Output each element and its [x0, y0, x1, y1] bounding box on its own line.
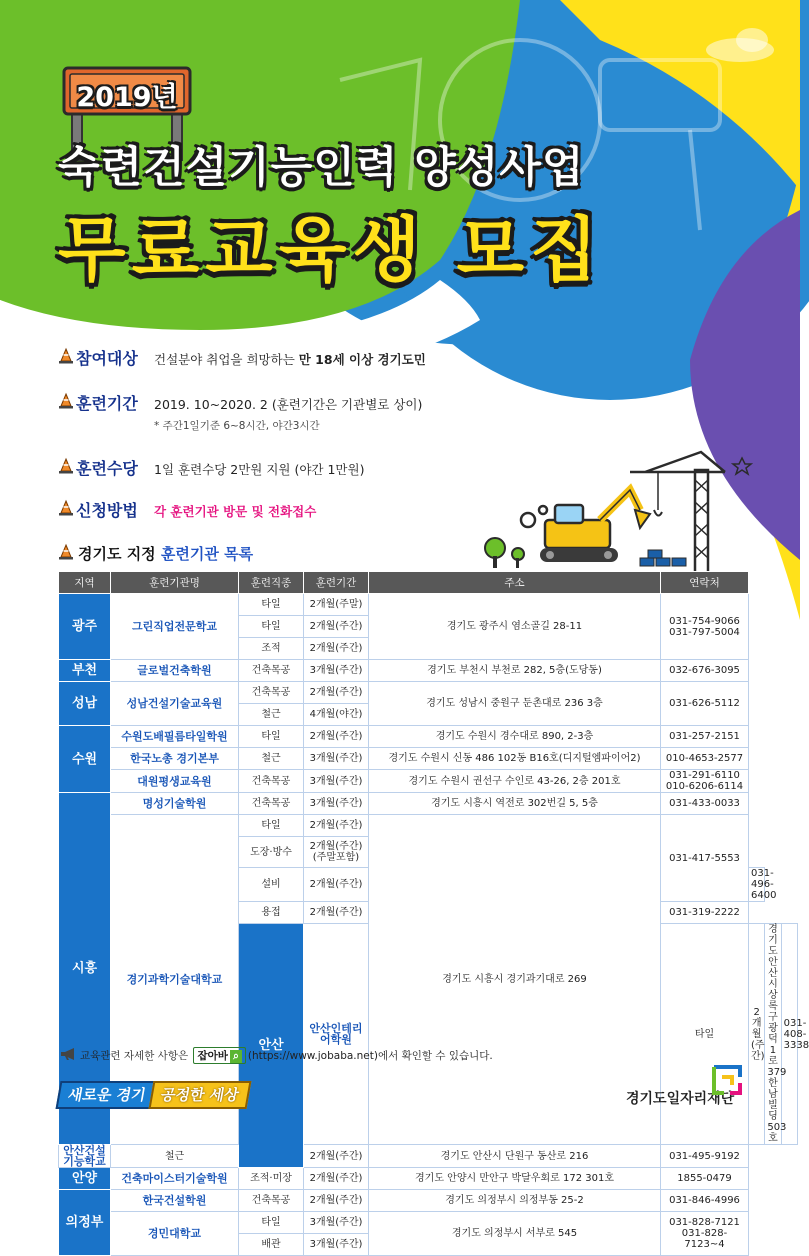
institution-cell: 글로벌건축학원	[111, 660, 239, 682]
job-cell: 타일	[239, 616, 304, 638]
info-label-target: 참여대상	[76, 349, 138, 368]
institution-cell: 경기과학기술대학교	[111, 815, 239, 1145]
period-cell: 2개월(주간)	[749, 924, 765, 1145]
institution-cell: 명성기술학원	[111, 793, 239, 815]
job-cell: 철근	[239, 748, 304, 770]
info-value-target: 건설분야 취업을 희망하는 만 18세 이상 경기도민	[154, 352, 426, 367]
traffic-cone-icon	[58, 500, 74, 516]
institution-cell: 안산인테리어학원	[304, 924, 369, 1145]
contact-cell: 031-495-9192	[661, 1145, 749, 1168]
address-cell: 경기도 의정부시 의정부동 25-2	[369, 1190, 661, 1212]
region-cell: 안양	[59, 1168, 111, 1190]
title-line2: 무료교육생 모집	[58, 209, 604, 291]
contact-cell: 031-828-7121 031-828-7123~4	[661, 1212, 749, 1256]
traffic-cone-icon	[58, 393, 74, 409]
address-cell: 경기도 안양시 만안구 박달우회로 172 301호	[369, 1168, 661, 1190]
period-cell: 2개월(주간)	[304, 1168, 369, 1190]
contact-cell: 031-257-2151	[661, 726, 749, 748]
traffic-cone-icon	[58, 544, 74, 560]
region-cell: 성남	[59, 682, 111, 726]
contact-cell: 031-846-4996	[661, 1190, 749, 1212]
job-cell: 건축목공	[239, 660, 304, 682]
slogan-left: 새로운 경기	[56, 1081, 159, 1109]
table-row	[59, 1190, 798, 1212]
address-cell: 경기도 수원시 경수대로 890, 2-3층	[369, 726, 661, 748]
header-region: 지역	[59, 572, 111, 594]
job-cell: 건축목공	[239, 770, 304, 793]
traffic-cone-icon	[58, 348, 74, 364]
slogan-right: 공정한 세상	[149, 1081, 252, 1109]
job-cell: 타일	[661, 924, 749, 1145]
header-institution: 훈련기관명	[111, 572, 239, 594]
construction-illustration	[480, 450, 770, 580]
info-note-period: * 주간1일기준 6~8시간, 야간3시간	[154, 420, 320, 432]
address-cell: 경기도 시흥시 역전로 302번길 5, 5층	[369, 793, 661, 815]
institution-cell: 경민대학교	[111, 1212, 239, 1256]
institution-cell: 대원평생교육원	[111, 770, 239, 793]
table-row	[59, 726, 798, 748]
table-row	[59, 815, 798, 837]
header-address: 주소	[369, 572, 661, 594]
institution-cell: 건축마이스터기술학원	[111, 1168, 239, 1190]
address-cell: 경기도 수원시 권선구 수인로 43-26, 2층 201호	[369, 770, 661, 793]
institution-cell: 성남건설기술교육원	[111, 682, 239, 726]
contact-cell: 031-417-5553	[661, 815, 749, 902]
region-cell: 시흥	[59, 793, 111, 1145]
info-label-apply: 신청방법	[76, 501, 138, 520]
year-badge: 2019년	[76, 81, 178, 113]
period-cell: 3개월(주간)	[304, 748, 369, 770]
institution-cell: 한국노총 경기본부	[111, 748, 239, 770]
star-icon	[733, 458, 751, 474]
search-icon: ⌕	[230, 1050, 242, 1063]
gear-icon	[521, 506, 547, 527]
brick-pile-icon	[640, 550, 686, 566]
list-title: 경기도 지정 훈련기관 목록	[78, 545, 254, 563]
foundation-logo-text: 경기도일자리재단	[626, 1091, 735, 1107]
institution-cell: 한국건설학원	[111, 1190, 239, 1212]
job-cell: 철근	[239, 704, 304, 726]
table-row	[59, 770, 798, 793]
institution-table	[58, 571, 809, 1256]
title-line1: 숙련건설기능인력 양성사업	[58, 143, 585, 193]
contact-cell: 032-676-3095	[661, 660, 749, 682]
excavator-icon	[540, 490, 650, 562]
info-label-allowance: 훈련수당	[76, 459, 138, 478]
period-cell: 2개월(주간)	[304, 682, 369, 704]
contact-cell: 031-496-6400	[749, 868, 765, 902]
table-header-row	[59, 572, 798, 594]
contact-cell: 031-319-2222	[661, 902, 749, 924]
address-cell: 경기도 안산시 단원구 동산로 216	[369, 1145, 661, 1168]
job-cell: 타일	[239, 1212, 304, 1234]
contact-cell: 010-4653-2577	[661, 748, 749, 770]
header-job: 훈련직종	[239, 572, 304, 594]
job-cell: 건축목공	[239, 793, 304, 815]
footer-note: 교육관련 자세한 사항은 잡아바 ⌕ (https://www.jobaba.net)에서 확인할 수 있습니다.	[80, 1047, 493, 1064]
period-cell: 2개월(주간)	[304, 902, 369, 924]
megaphone-icon	[60, 1047, 78, 1061]
table-row	[59, 1168, 798, 1190]
address-cell: 경기도 의정부시 서부로 545	[369, 1212, 661, 1256]
info-value-period: 2019. 10~2020. 2 (훈련기간은 기관별로 상이)	[154, 397, 423, 412]
contact-cell: 031-626-5112	[661, 682, 749, 726]
job-cell: 건축목공	[239, 1190, 304, 1212]
institution-cell: 수원도배필름타일학원	[111, 726, 239, 748]
period-cell: 2개월(주간)	[304, 868, 369, 902]
address-cell: 경기도 시흥시 경기과기대로 269	[369, 815, 661, 1145]
period-cell: 3개월(주간)	[304, 770, 369, 793]
contact-cell: 031-754-9066 031-797-5004	[661, 594, 749, 660]
address-cell: 경기도 광주시 염소골길 28-11	[369, 594, 661, 660]
region-cell: 광주	[59, 594, 111, 660]
jobaba-badge[interactable]: 잡아바 ⌕	[193, 1047, 245, 1064]
period-cell: 2개월(주간)	[304, 616, 369, 638]
job-cell: 철근	[111, 1145, 239, 1168]
contact-cell: 031-433-0033	[661, 793, 749, 815]
address-cell: 경기도 안산시 상록구 광덕1로 379 한남빌딩 503호	[765, 924, 781, 1145]
job-cell: 용접	[239, 902, 304, 924]
period-cell: 2개월(주간)	[304, 1145, 369, 1168]
job-cell: 타일	[239, 815, 304, 837]
institution-cell: 그린직업전문학교	[111, 594, 239, 660]
job-cell: 조적	[239, 638, 304, 660]
info-label-period: 훈련기간	[76, 394, 138, 413]
region-cell: 수원	[59, 726, 111, 793]
address-cell: 경기도 수원시 신동 486 102동 B16호(디지털엠파이어2)	[369, 748, 661, 770]
table-row	[59, 793, 798, 815]
job-cell: 타일	[239, 726, 304, 748]
period-cell: 2개월(주간)	[304, 1190, 369, 1212]
job-cell: 설비	[239, 868, 304, 902]
info-value-apply: 각 훈련기관 방문 및 전화접수	[154, 504, 317, 519]
region-cell: 안산	[239, 924, 304, 1168]
institution-cell: 안산건설기능학교	[59, 1145, 111, 1168]
period-cell: 2개월(주말)	[304, 594, 369, 616]
table-row	[59, 748, 798, 770]
table-row	[59, 1145, 798, 1168]
period-cell: 2개월(주간)	[304, 726, 369, 748]
info-value-allowance: 1일 훈련수당 2만원 지원 (야간 1만원)	[154, 462, 365, 477]
header-contact: 연락처	[661, 572, 749, 594]
period-cell: 4개월(야간)	[304, 704, 369, 726]
period-cell: 3개월(주간)	[304, 1212, 369, 1234]
contact-cell: 031-291-6110 010-6206-6114	[661, 770, 749, 793]
period-cell: 3개월(주간)	[304, 793, 369, 815]
traffic-cone-icon	[58, 458, 74, 474]
job-cell: 건축목공	[239, 682, 304, 704]
region-cell: 부천	[59, 660, 111, 682]
job-cell: 도장·방수	[239, 837, 304, 868]
tree-icon	[485, 538, 524, 568]
table-row	[59, 1212, 798, 1234]
job-cell: 조적·미장	[239, 1168, 304, 1190]
period-cell: 3개월(주간)	[304, 1234, 369, 1256]
job-cell: 타일	[239, 594, 304, 616]
contact-cell: 031-408-3338	[781, 924, 797, 1145]
address-cell: 경기도 성남시 중원구 둔촌대로 236 3층	[369, 682, 661, 726]
period-cell: 3개월(주간)	[304, 660, 369, 682]
period-cell: 2개월(주간)	[304, 638, 369, 660]
table-row	[59, 594, 798, 616]
contact-cell: 1855-0479	[661, 1168, 749, 1190]
period-cell: 2개월(주간) (주말포함)	[304, 837, 369, 868]
address-cell: 경기도 부천시 부천로 282, 5층(도당동)	[369, 660, 661, 682]
header-period: 훈련기간	[304, 572, 369, 594]
table-row	[59, 660, 798, 682]
period-cell: 2개월(주간)	[304, 815, 369, 837]
job-cell: 배관	[239, 1234, 304, 1256]
table-row	[59, 682, 798, 704]
region-cell: 의정부	[59, 1190, 111, 1256]
foundation-logo-icon	[710, 1063, 744, 1097]
